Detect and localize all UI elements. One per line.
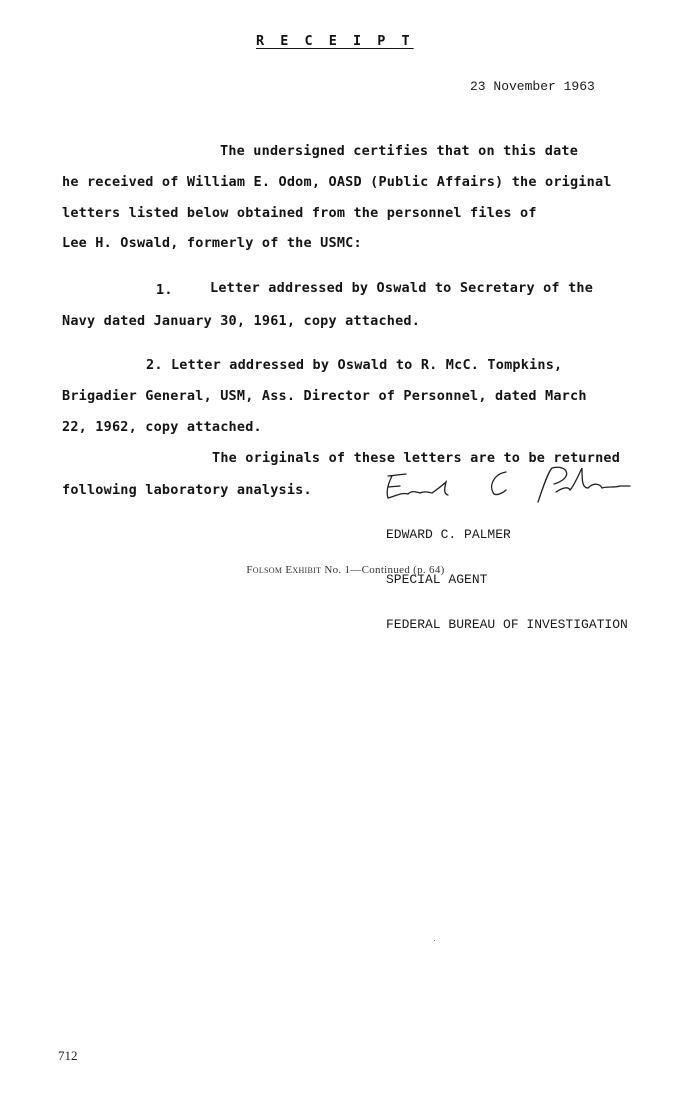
page-number: 712 (58, 1048, 78, 1063)
list-item-2-line: Brigadier General, USM, Ass. Director of Personnel, dated March (62, 388, 587, 404)
paragraph-1-line: letters listed below obtained from the personnel files of (62, 205, 537, 221)
signature-block (386, 497, 628, 662)
paragraph-1-line: Lee H. Oswald, formerly of the USMC: (62, 235, 362, 251)
document-title: R E C E I P T (256, 33, 414, 49)
paragraph-1-line: he received of William E. Odom, OASD (Public Affairs) the original (62, 174, 612, 190)
paragraph-3-line: The originals of these letters are to be returned (212, 450, 621, 466)
scan-speck (434, 940, 435, 941)
list-item-2-line: 2. Letter addressed by Oswald to R. McC. Tompkins, (146, 357, 563, 373)
signer-name: EDWARD C. PALMER (386, 527, 511, 542)
list-item-1-line: Letter addressed by Oswald to Secretary of the (210, 280, 594, 296)
signer-title: SPECIAL AGENT (386, 572, 488, 587)
paragraph-3-line: following laboratory analysis. (62, 482, 312, 498)
document-date: 23 November 1963 (470, 79, 595, 94)
list-item-1-line: Navy dated January 30, 1961, copy attached. (62, 313, 421, 329)
signer-organization: FEDERAL BUREAU OF INVESTIGATION (386, 617, 628, 632)
paragraph-1-line: The undersigned certifies that on this date (220, 143, 579, 159)
exhibit-label: Folsom Exhibit (246, 564, 322, 576)
list-item-2-line: 22, 1962, copy attached. (62, 419, 262, 435)
list-item-1-number: 1. (156, 282, 173, 298)
exhibit-continuation: No. 1—Continued (p. 64) (324, 564, 445, 576)
exhibit-caption (0, 564, 691, 576)
